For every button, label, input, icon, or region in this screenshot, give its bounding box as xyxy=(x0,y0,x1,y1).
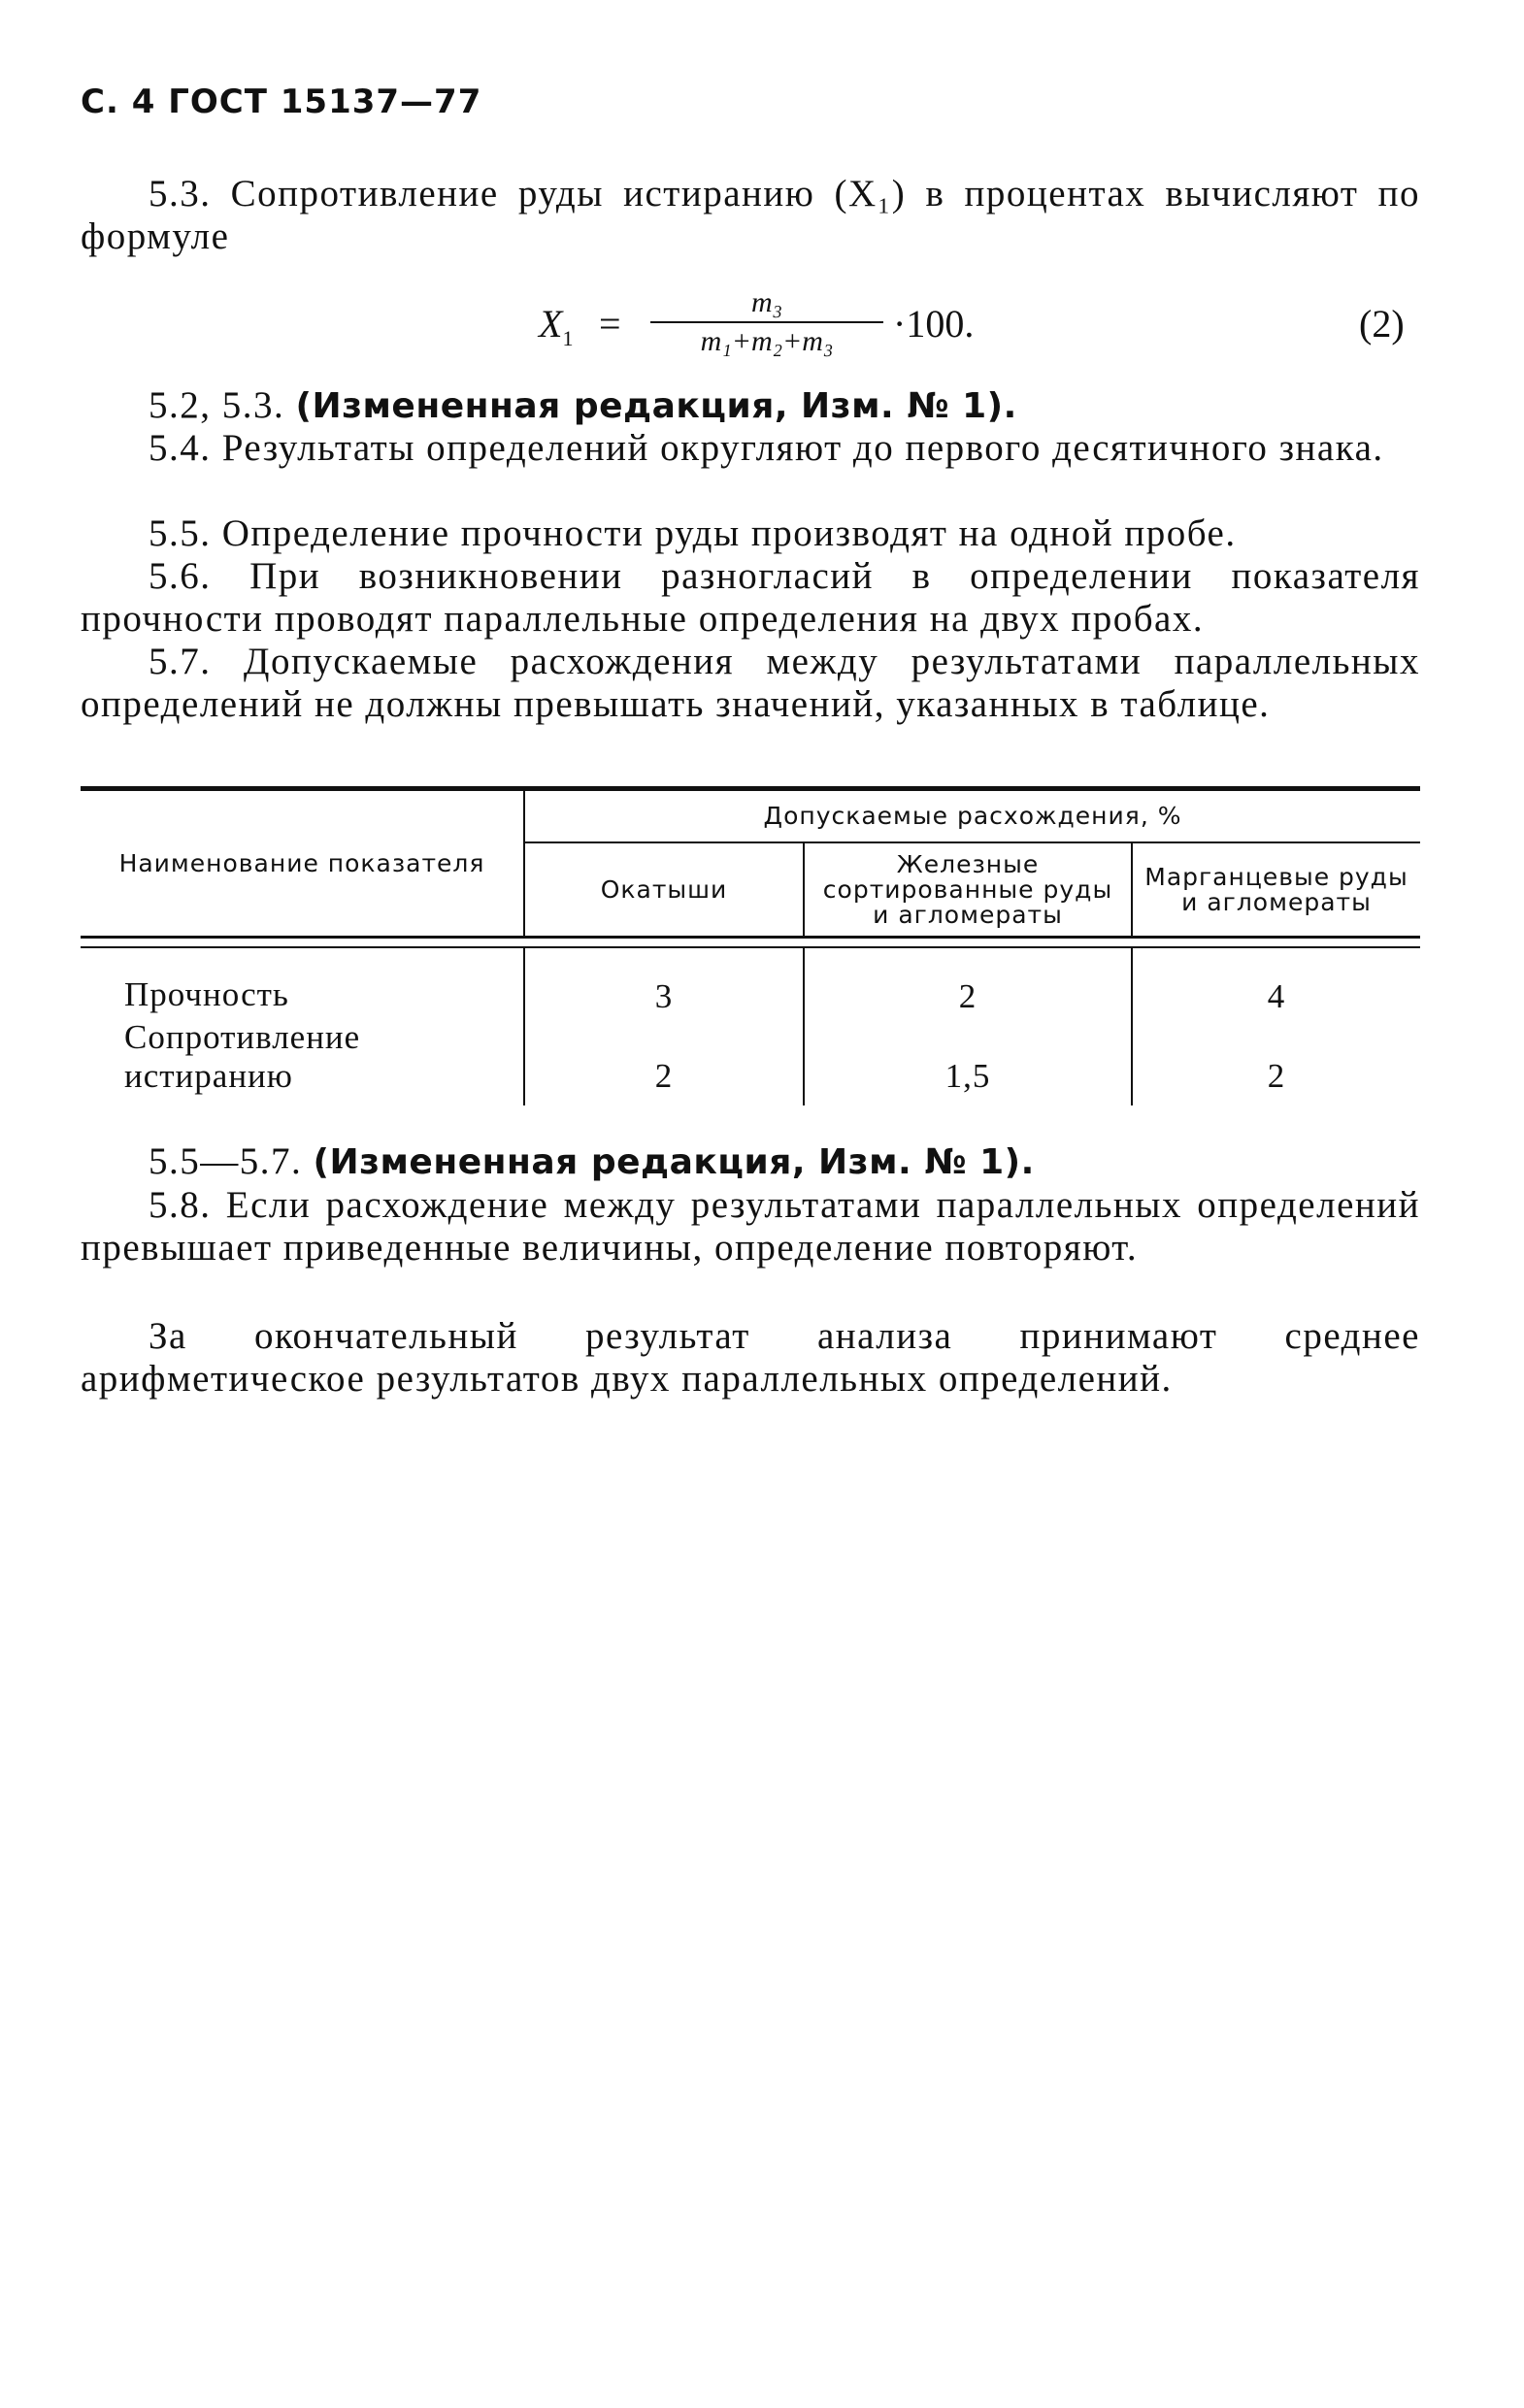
paragraph-final: За окончательный результат анализа принимают среднее арифметическое результатов двух параллельных определений. xyxy=(81,1315,1420,1400)
table-row xyxy=(81,947,1420,1017)
paragraph-5-8: 5.8. Если расхождение между результатами параллельных определений превышает приведенные величины, определение повторяют. xyxy=(81,1184,1420,1269)
cell-iron-ores: 2 xyxy=(804,947,1132,1017)
tolerance-table xyxy=(81,786,1420,1105)
cell-manganese-ores: 2 xyxy=(1132,1017,1420,1105)
cell-manganese-ores: 4 xyxy=(1132,947,1420,1017)
col-header-pellets: Окатыши xyxy=(524,842,804,938)
formula-equals: = xyxy=(599,302,621,346)
formula-2 xyxy=(539,286,1412,374)
amendment-note-2-prefix: 5.5—5.7. xyxy=(149,1140,303,1182)
amendment-note-2-text: (Измененная редакция, Изм. № 1). xyxy=(313,1142,1035,1182)
formula-multiplier: ·100. xyxy=(893,302,975,346)
paragraph-5-4: 5.4. Результаты определений округляют до первого десятичного знака. xyxy=(149,427,1384,469)
col-header-manganese-ores: Марганцевые руды и агломераты xyxy=(1132,842,1420,938)
amendment-note-1-text: (Измененная редакция, Изм. № 1). xyxy=(295,386,1017,426)
amendment-note-2 xyxy=(81,1140,1420,1184)
formula-denominator: m₁+m₂+m₃ xyxy=(700,325,834,357)
formula-number: (2) xyxy=(1359,302,1405,346)
formula-fraction xyxy=(650,286,883,358)
col-header-iron-ores: Железные сортированные руды и агломераты xyxy=(804,842,1132,938)
cell-iron-ores: 1,5 xyxy=(804,1017,1132,1105)
row-name: Сопротивление истиранию xyxy=(124,1018,361,1095)
row-name: Прочность xyxy=(124,975,289,1013)
col-header-name: Наименование показателя xyxy=(118,848,485,877)
col-group-header: Допускаемые расхождения, % xyxy=(524,791,1420,842)
table-header-double-rule xyxy=(81,938,1420,948)
formula-lhs: $X_1$ xyxy=(539,302,574,350)
cell-pellets: 3 xyxy=(524,947,804,1017)
fraction-bar xyxy=(650,321,883,323)
paragraph-5-3: 5.3. Сопротивление руды истиранию (X₁) в процентах вычисляют по формуле xyxy=(81,173,1420,257)
table-row xyxy=(81,1017,1420,1105)
amendment-note-1-prefix: 5.2, 5.3. xyxy=(149,384,285,426)
paragraph-5-5: 5.5. Определение прочности руды производят на одной пробе. xyxy=(149,512,1237,554)
page-header: С. 4 ГОСТ 15137—77 xyxy=(81,82,482,121)
amendment-note-1 xyxy=(81,384,1420,428)
formula-numerator: m₃ xyxy=(750,286,783,318)
paragraph-5-7: 5.7. Допускаемые расхождения между результатами параллельных определений не должны превышать значений, указанных в таблице. xyxy=(81,641,1420,725)
cell-pellets: 2 xyxy=(524,1017,804,1105)
paragraph-5-6: 5.6. При возникновении разногласий в определении показателя прочности проводят параллельные определения на двух пробах. xyxy=(81,555,1420,640)
